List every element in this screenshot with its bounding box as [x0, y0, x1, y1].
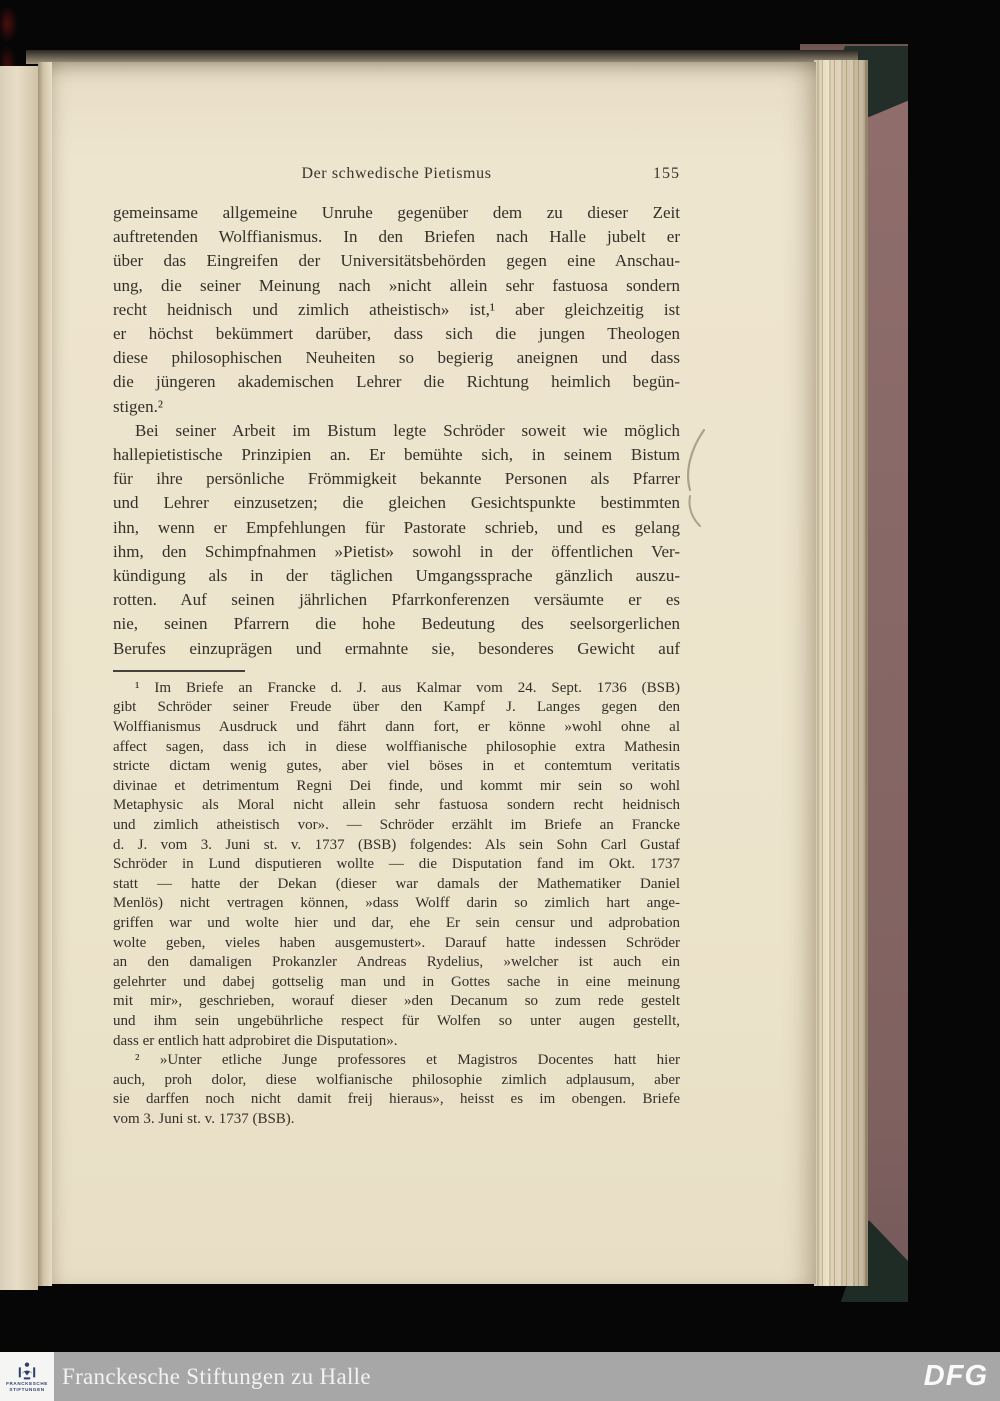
- paragraph: [113, 679, 680, 1051]
- text-line: d. J. vom 3. Juni st. v. 1737 (BSB) folgendes: Als sein Sohn Carl Gustaf: [113, 836, 680, 853]
- text-line: wolte geben, vieles haben ausgemustert». Darauf hatte indessen Schröder: [113, 934, 680, 951]
- text-line: dass er entlich hatt adprobiret die Disputation».: [113, 1032, 398, 1049]
- text-line: für ihre persönliche Frömmigkeit bekannte Personen als Pfarrer: [113, 469, 680, 489]
- text-line: recht heidnisch und zimlich atheistisch» ist,¹ aber gleichzeitig ist: [113, 299, 680, 319]
- pencil-margin-mark: [680, 428, 710, 528]
- footnote-rule: [113, 670, 245, 672]
- text-line: rotten. Auf seinen jährlichen Pfarrkonferenzen versäumte er es: [113, 590, 680, 610]
- institution-name: Franckesche Stiftungen zu Halle: [62, 1364, 371, 1389]
- text-line: Berufes einzuprägen und ermahnte sie, besonderes Gewicht auf: [113, 638, 680, 658]
- text-line: an den damaligen Prokanzler Andreas Rydelius, »welcher ist auch ein: [113, 954, 680, 971]
- text-line: vom 3. Juni st. v. 1737 (BSB).: [113, 1110, 295, 1127]
- text-line: gemeinsame allgemeine Unruhe gegenüber dem zu dieser Zeit: [113, 203, 680, 222]
- text-line: statt — hatte der Dekan (dieser war damals der Mathematiker Daniel: [113, 875, 680, 892]
- gutter-crease: [38, 62, 52, 1286]
- paragraph: [113, 1051, 680, 1129]
- text-line: ihm, den Schimpfnahmen »Pietist» sowohl in der öffentlichen Ver-: [113, 541, 680, 561]
- text-line: Menlös) nicht vertragen können, »dass Wolff darin so zimlich hart ange-: [113, 895, 680, 912]
- text-line: Schröder in Lund disputieren wollte — die Disputation fand im Okt. 1737: [113, 856, 680, 873]
- text-line: diese philosophischen Neuheiten so begierig aneignen und dass: [113, 348, 680, 368]
- page-fore-edge: [814, 60, 868, 1286]
- text-line: die jüngeren akademischen Lehrer die Richtung heimlich begün-: [113, 372, 680, 392]
- text-line: über das Eingreifen der Universitätsbehörden gegen eine Anschau-: [113, 251, 680, 271]
- text-line: griffen war und wolte hier und dar, ehe Er sein censur und adprobation: [113, 914, 680, 931]
- text-line: hallepietistische Prinzipien an. Er bemühte sich, in seinem Bistum: [113, 445, 680, 465]
- running-header: [113, 165, 680, 187]
- text-line: auch, proh dolor, diese wolfianische philosophie zimlich adplausum, aber: [113, 1071, 680, 1088]
- text-line: Bei seiner Arbeit im Bistum legte Schröder soweit wie möglich: [135, 420, 680, 440]
- text-line: und Lehrer einzusetzen; die gleichen Gesichtspunkte bestimmten: [113, 493, 680, 513]
- text-line: Wolffianismus Ausdruck und fährt dann fort, er könne »wohl ohne al: [113, 719, 680, 736]
- text-line: divinae et detrimentum Regni Dei finde, und kommt mir sein so wohl: [113, 777, 680, 794]
- text-line: kündigung als in der täglichen Umgangssprache gänzlich auszu-: [113, 566, 680, 586]
- text-line: und zimlich atheistisch vor». — Schröder erzählt im Briefe an Francke: [113, 817, 680, 834]
- text-line: stigen.²: [113, 396, 163, 416]
- franckesche-logo-text-1: FRANCKESCHE: [6, 1380, 48, 1386]
- branding-bar: [0, 1352, 1000, 1401]
- facing-page-edge: [0, 66, 38, 1290]
- body-text: [113, 201, 680, 661]
- text-line: stricte dictam wenig gutes, aber viel böses in et contemtum veritatis: [113, 758, 680, 775]
- franckesche-logo-text-2: STIFTUNGEN: [9, 1386, 45, 1392]
- text-line: er höchst bekümmert darüber, dass sich die jungen Theologen: [113, 324, 680, 344]
- text-line: nie, seinen Pfarrern die hohe Bedeutung des seelsorgerlichen: [113, 614, 680, 634]
- franckesche-logo: [0, 1352, 54, 1401]
- text-line: gibt Schröder seiner Freude über den Kampf J. Langes gegen den: [113, 699, 680, 716]
- red-mark: [1, 6, 17, 42]
- text-line: sie darffen noch nicht damit freij hieraus», heisst es im obengen. Briefe: [113, 1091, 680, 1108]
- paragraph: [113, 419, 680, 661]
- book-cover: [866, 48, 908, 1302]
- text-line: ² »Unter etliche Junge professores et Magistros Docentes hatt hier: [135, 1052, 680, 1069]
- paragraph: [113, 201, 680, 419]
- text-line: auftretenden Wolffianismus. In den Briefen nach Halle jubelt er: [113, 227, 680, 247]
- text-line: und ihm sein ungebührliche respect für Wolfen so unter augen gestellt,: [113, 1012, 680, 1029]
- text-column: [113, 165, 680, 1130]
- text-line: affect sagen, dass ich in diese wolffianische philosophie extra Mathesin: [113, 738, 680, 755]
- text-line: ihn, wenn er Empfehlungen für Pastorate schrieb, und es gelang: [113, 517, 680, 537]
- text-line: Metaphysic als Moral nicht allein sehr fastuosa sondern recht heidnisch: [113, 797, 680, 814]
- running-title: Der schwedische Pietismus: [301, 165, 492, 182]
- book-page: [52, 62, 816, 1284]
- text-line: ung, die seiner Meinung nach »nicht allein sehr fastuosa sondern: [113, 275, 680, 295]
- text-line: ¹ Im Briefe an Francke d. J. aus Kalmar vom 24. Sept. 1736 (BSB): [135, 679, 680, 696]
- franckesche-emblem-icon: [16, 1361, 38, 1381]
- text-line: gelehrter und dabej gottselig man und in Gottes sache in eine meinung: [113, 973, 680, 990]
- text-line: mit mir», geschrieben, worauf dieser »den Decanum so zum rede gestelt: [113, 993, 680, 1010]
- page-number: 155: [653, 165, 680, 182]
- dfg-logo: DFG: [923, 1360, 988, 1392]
- footnotes: [113, 679, 680, 1130]
